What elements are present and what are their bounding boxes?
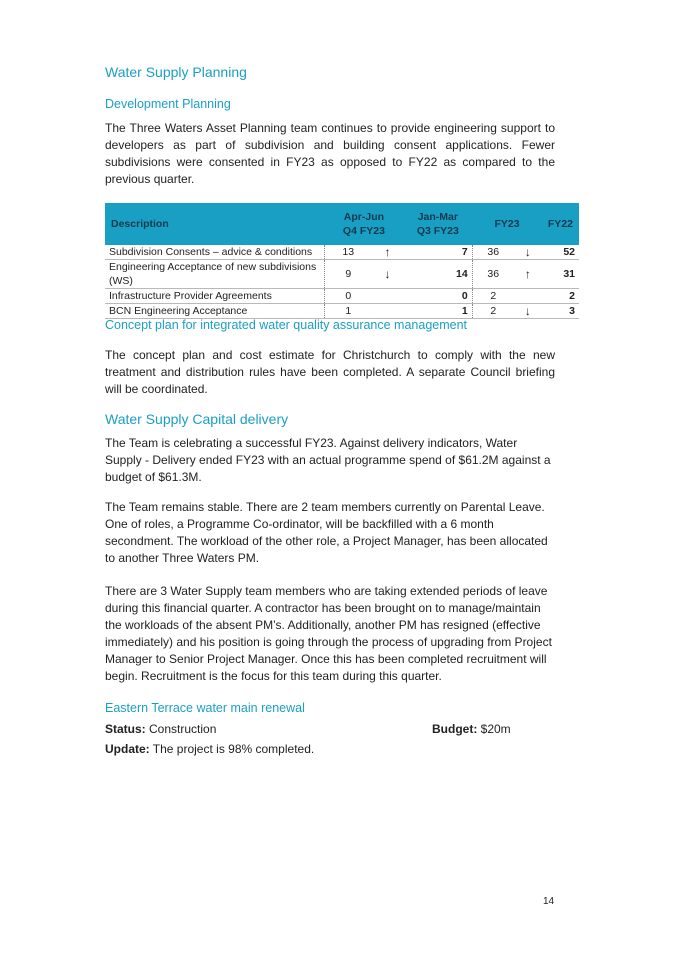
capital-delivery-paragraph-2: The Team remains stable. There are 2 team members currently on Parental Leave. One of roles, a Programme Co-ordinator, will be backfilled with a 6 month secondment. The workload of the other role, a Project Manager, has been allocated to another Three Waters PM. [105, 500, 548, 565]
header-q3 [404, 203, 473, 245]
status-value: Construction [145, 722, 217, 736]
budget-value: $20m [477, 722, 511, 736]
row-description: Infrastructure Provider Agreements [105, 289, 324, 304]
row-fy23: 2 [472, 289, 514, 304]
arrow-down-icon: ↓ [372, 260, 404, 289]
header-q3-label: Jan-Mar Q3 FY23 [416, 211, 459, 237]
row-q4: 9 [324, 260, 371, 289]
table-row [105, 304, 579, 319]
development-planning-text: The Three Waters Asset Planning team continues to provide engineering support to developers as part of subdivision and building consent applications. Fewer subdivisions were consented in FY23 as opposed to FY22 as compared to the previous quarter. [105, 121, 555, 186]
header-q4 [324, 203, 403, 245]
capital-delivery-paragraph-3: There are 3 Water Supply team members who are taking extended periods of leave during this financial quarter. A contractor has been brought on to manage/maintain the workloads of the absent PM’s. Additionally, another PM has resigned (effective immediately) and his position is going through the process of upgrading from Project Manager to Senior Project Manager. Once this has been completed recruitment will begin. Recruitment is the focus for this team during this quarter. [105, 584, 552, 683]
row-q3: 7 [404, 245, 473, 260]
arrow-down-icon: ↓ [514, 245, 542, 260]
row-description: Subdivision Consents – advice & conditions [105, 245, 324, 260]
row-q3: 0 [404, 289, 473, 304]
row-fy23: 2 [472, 304, 514, 319]
row-description: Engineering Acceptance of new subdivisions (WS) [105, 260, 324, 289]
development-planning-heading: Development Planning [105, 97, 231, 111]
table-row [105, 260, 579, 289]
header-fy22: FY22 [542, 203, 579, 245]
page-number: 14 [543, 896, 555, 907]
row-fy22: 2 [542, 289, 579, 304]
section-title: Water Supply Planning [105, 64, 247, 80]
row-q3: 1 [404, 304, 473, 319]
update-label: Update: [105, 742, 150, 756]
row-description: BCN Engineering Acceptance [105, 304, 324, 319]
arrow-up-icon: ↑ [372, 245, 404, 260]
arrow-down-icon: ↓ [514, 304, 542, 319]
row-fy23: 36 [472, 260, 514, 289]
row-fy23: 36 [472, 245, 514, 260]
row-q4: 0 [324, 289, 371, 304]
row-q4-arrow [372, 289, 404, 304]
table-row [105, 289, 579, 304]
project-status [105, 722, 216, 736]
row-q4-arrow [372, 304, 404, 319]
row-fy23-arrow [514, 289, 542, 304]
concept-plan-text: The concept plan and cost estimate for Christchurch to comply with the new treatment and distribution rules have been completed. A separate Council briefing will be coordinated. [105, 348, 555, 396]
project-heading: Eastern Terrace water main renewal [105, 701, 305, 715]
row-q3: 14 [404, 260, 473, 289]
row-q4: 1 [324, 304, 371, 319]
header-fy23: FY23 [472, 203, 542, 245]
capital-delivery-heading: Water Supply Capital delivery [105, 411, 289, 427]
arrow-up-icon: ↑ [514, 260, 542, 289]
capital-delivery-paragraph-1: The Team is celebrating a successful FY23. Against delivery indicators, Water Supply - Delivery ended FY23 with an actual programme spend of $61.2M against a budget of $61.3M. [105, 436, 551, 484]
project-budget [432, 722, 511, 736]
project-update [105, 742, 314, 756]
update-value: The project is 98% completed. [149, 742, 315, 756]
budget-label: Budget: [432, 722, 478, 736]
row-fy22: 3 [542, 304, 579, 319]
status-label: Status: [105, 722, 146, 736]
concept-plan-heading: Concept plan for integrated water quality assurance management [105, 318, 468, 332]
row-q4: 13 [324, 245, 371, 260]
row-fy22: 52 [542, 245, 579, 260]
table-row [105, 245, 579, 260]
subdivision-table [105, 203, 579, 319]
row-fy22: 31 [542, 260, 579, 289]
header-q4-label: Apr-Jun Q4 FY23 [342, 211, 385, 237]
table-header-row [105, 203, 579, 245]
header-description: Description [105, 203, 324, 245]
